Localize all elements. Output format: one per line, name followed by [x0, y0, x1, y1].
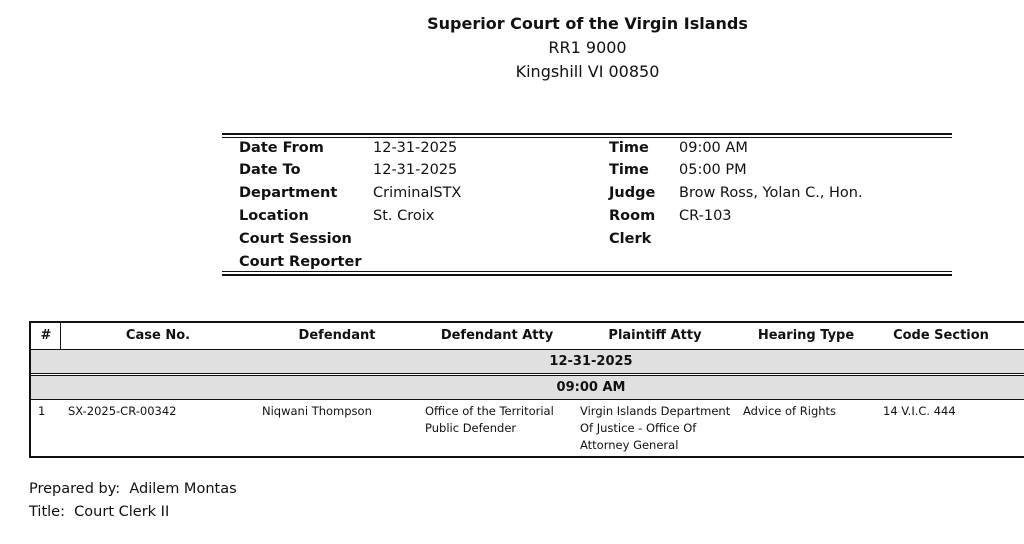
row-case-no: SX-2025-CR-00342: [68, 404, 177, 418]
prepared-by: Prepared by: Adilem Montas: [29, 481, 237, 497]
col-header-hearing-type: Hearing Type: [757, 328, 855, 343]
court-header: [0, 12, 1024, 84]
info-row-department: [222, 182, 952, 205]
date-from-value: 12-31-2025: [373, 140, 458, 156]
date-from-label: Date From: [239, 140, 324, 156]
row-plaintiff-atty: Virgin Islands Department Of Justice - Office Of Attorney General: [580, 404, 731, 452]
row-code-section: 14 V.I.C. 444: [883, 404, 956, 418]
info-bottom-rule: [222, 274, 952, 276]
department-value: CriminalSTX: [373, 185, 462, 201]
judge-label: Judge: [609, 185, 656, 201]
row-num: 1: [38, 404, 46, 418]
prepared-by-footer: [29, 478, 237, 524]
court-address-line2: Kingshill VI 00850: [515, 62, 660, 81]
clerk-label: Clerk: [609, 231, 652, 247]
info-bottom-rule-inner: [222, 271, 952, 272]
time-to-value: 05:00 PM: [679, 162, 747, 178]
info-top-rule: [222, 133, 952, 135]
info-row-date-to: [222, 159, 952, 182]
col-header-defendant: Defendant: [298, 328, 376, 343]
court-reporter-label: Court Reporter: [239, 254, 362, 270]
location-value: St. Croix: [373, 208, 435, 224]
info-row-court-session: [222, 228, 952, 251]
time-from-label: Time: [609, 140, 649, 156]
row-defendant: Niqwani Thompson: [262, 404, 372, 418]
time-to-label: Time: [609, 162, 649, 178]
group-date: 12-31-2025: [549, 354, 633, 369]
table-header-row: [31, 323, 1024, 349]
group-time: 09:00 AM: [556, 380, 626, 395]
preparer-title: Title: Court Clerk II: [29, 504, 170, 520]
info-row-location: [222, 205, 952, 228]
col-header-case-no: Case No.: [125, 328, 191, 343]
col-header-code-section: Code Section: [893, 328, 989, 343]
session-info-box: [222, 133, 952, 275]
group-divider-3: [31, 399, 1024, 400]
location-label: Location: [239, 208, 309, 224]
court-address-line1: RR1 9000: [548, 38, 627, 57]
info-row-date-from: [222, 137, 952, 160]
date-to-value: 12-31-2025: [373, 162, 458, 178]
judge-value: Brow Ross, Yolan C., Hon.: [679, 185, 863, 201]
col-header-num: #: [40, 328, 52, 343]
num-column-divider: [60, 323, 61, 349]
group-row-time: [31, 376, 1024, 399]
date-to-label: Date To: [239, 162, 301, 178]
room-value: CR-103: [679, 208, 732, 224]
room-label: Room: [609, 208, 656, 224]
department-label: Department: [239, 185, 338, 201]
time-from-value: 09:00 AM: [679, 140, 748, 156]
group-row-date: [31, 350, 1024, 373]
col-header-plaintiff-atty: Plaintiff Atty: [608, 328, 702, 343]
col-header-defendant-atty: Defendant Atty: [440, 328, 554, 343]
row-hearing-type: Advice of Rights: [743, 404, 837, 418]
court-name: Superior Court of the Virgin Islands: [427, 14, 748, 33]
court-session-label: Court Session: [239, 231, 352, 247]
group-divider-1: [31, 373, 1024, 374]
cases-table: [29, 321, 1024, 458]
row-defendant-atty: Office of the Territorial Public Defender: [425, 404, 554, 435]
